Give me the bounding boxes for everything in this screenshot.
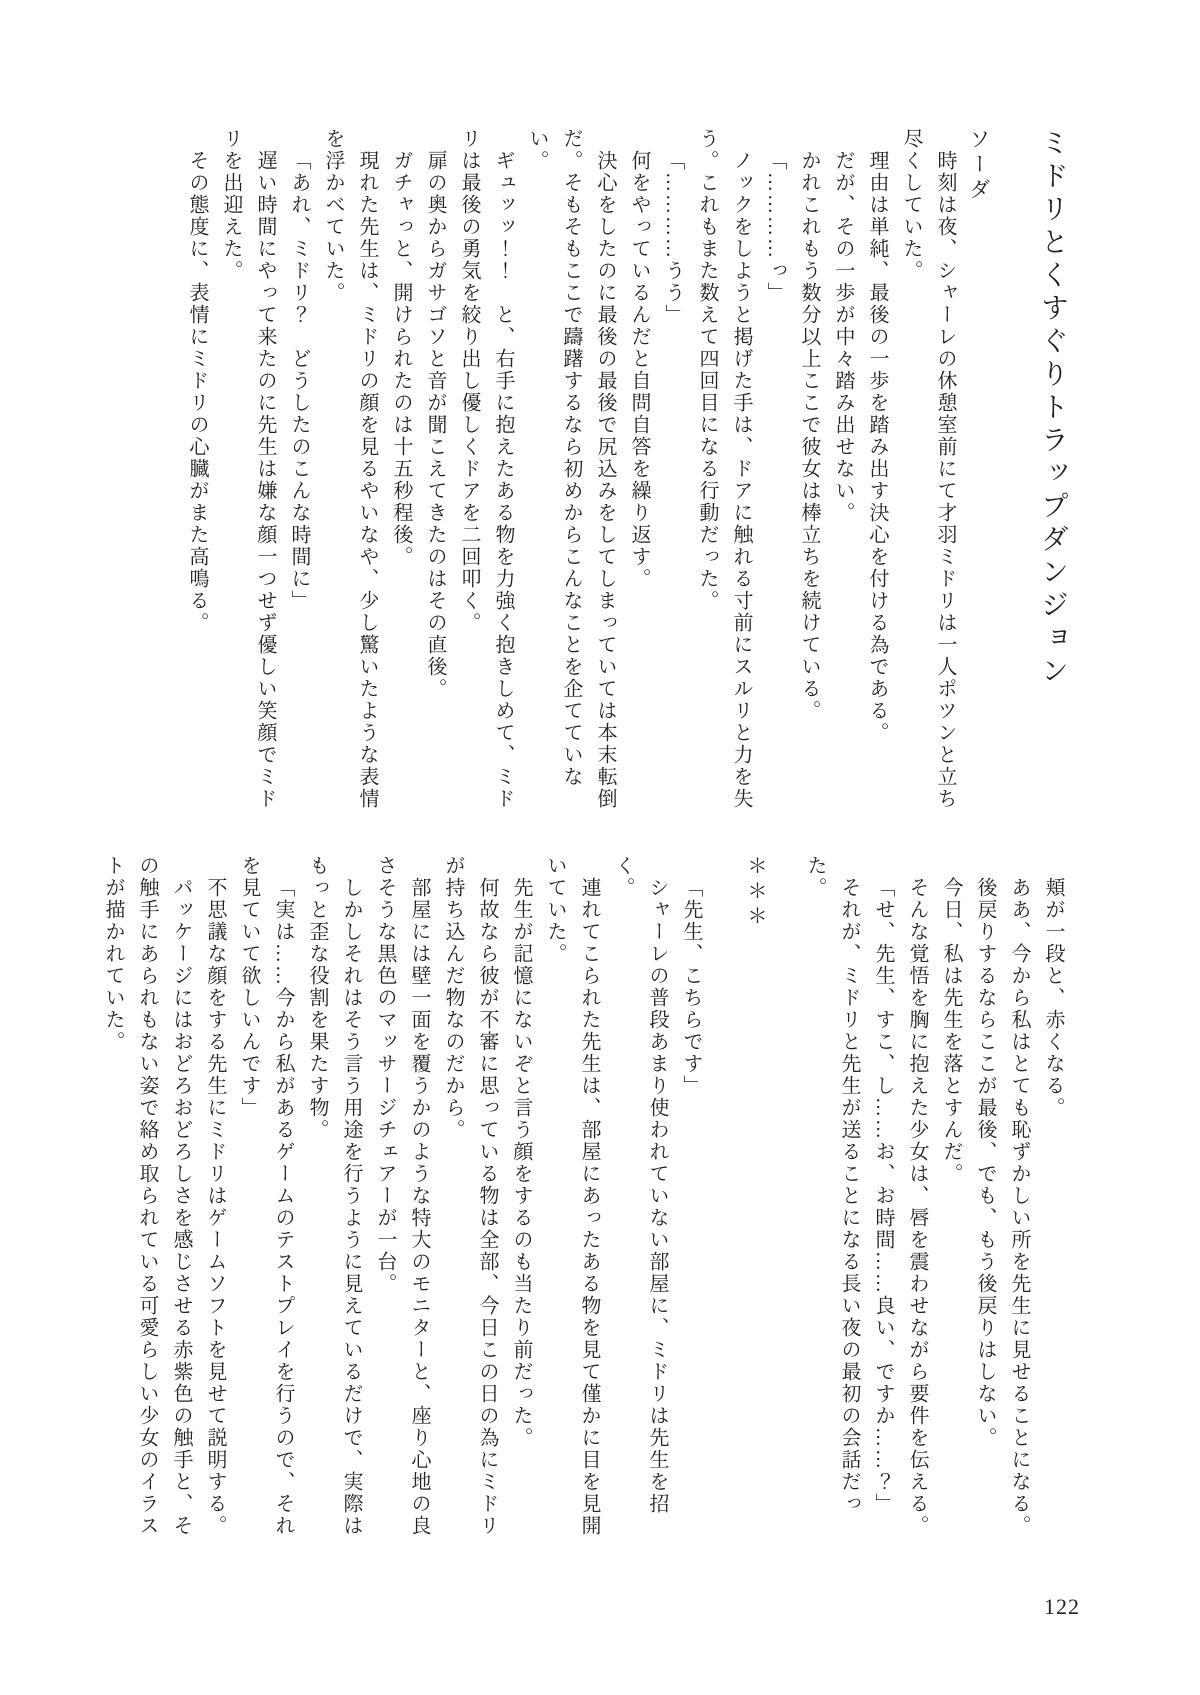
paragraph: その態度に、表情にミドリの心臓がまた高鳴る。 [186,150,208,634]
story-section-top [125,128,1070,820]
paragraph: パッケージにはおどろおどろしさを感じさせる赤紫色の触手と、その触手にあられもない姿で絡め取られている可愛らしい少女のイラストが描かれていた。 [102,855,192,1537]
paragraph: 「…………っ」 [764,150,786,304]
paragraph: ギュッッ！！ と、右手に抱えたある物を力強く抱きしめて、ミドリは最後の勇気を絞り出し優しくドアを二回叩く。 [458,128,514,810]
paragraph: 「せ、先生、すこ、し……お、お時間……良い、ですか……？」 [872,877,894,1515]
story-section-bottom [102,855,1070,1537]
section-separator: ＊＊＊ [744,855,766,930]
paragraph: 今日、私は先生を落とすんだ。 [940,877,962,1185]
paragraph: かれこれもう数分以上ここで彼女は棒立ちを続けている。 [798,150,820,722]
paragraph: 頬が一段と、赤くなる。 [1042,877,1064,1119]
story-title: ミドリとくすぐりトラップダンジョン [1037,128,1068,689]
paragraph: 決心をしたのに最後の最後で尻込みをしてしまっていては本末転倒だ。そもそもここで躊躇するなら初めからこんなことを企てていない。 [526,128,616,810]
page-number: 122 [1044,1594,1080,1619]
paragraph: ああ、今から私はとても恥ずかしい所を先生に見せることになる。 [1008,877,1030,1537]
paragraph: 不思議な顔をする先生にミドリはゲームソフトを見せて説明する。 [204,877,226,1537]
paragraph: 遅い時間にやって来たのに先生は嫌な顔一つせず優しい笑顔でミドリを出迎えた。 [220,128,276,810]
paragraph: 「…………うう」 [662,150,684,326]
paragraph: ノックをしようと掲げた手は、ドアに触れる寸前にスルリと力を失う。これもまた数えて四回目になる行動だった。 [696,128,752,810]
paragraph: ガチャっと、開けられたのは十五秒程後。 [390,150,412,568]
paragraph: 先生が記憶にないぞと言う顔をするのも当たり前だった。 [510,877,532,1449]
paragraph: 時刻は夜、シャーレの休憩室前にて才羽ミドリは一人ポツンと立ち尽くしていた。 [900,128,956,810]
paragraph: 扉の奥からガサゴソと音が聞こえてきたのはその直後。 [424,150,446,700]
paragraph: しかしそれはそう言う用途を行うように見えているだけで、実際はもっと歪な役割を果たす物。 [306,855,362,1537]
paragraph: 「先生、こちらです」 [680,877,702,1097]
paragraph: 何故なら彼が不審に思っている物は全部、今日この日の為にミドリが持ち込んだ物なのだから。 [442,855,498,1537]
story-author: ソーダ [967,128,991,203]
paragraph: 現れた先生は、ミドリの顔を見るやいなや、少し驚いたような表情を浮かべていた。 [322,128,378,810]
paragraph: 「実は……今から私があるゲームのテストプレイを行うので、それを見ていて欲しいんです」 [238,855,294,1537]
paragraph: 後戻りするならここが最後、でも、もう後戻りはしない。 [974,877,996,1449]
paragraph: 何をやっているんだと自問自答を繰り返す。 [628,150,650,590]
paragraph: 理由は単純、最後の一歩を踏み出す決心を付ける為である。 [866,150,888,744]
paragraph: 「あれ、ミドリ？ どうしたのこんな時間に」 [288,150,310,612]
paragraph: シャーレの普段あまり使われていない部屋に、ミドリは先生を招く。 [612,855,668,1515]
paragraph: だが、その一歩が中々踏み出せない。 [832,150,854,524]
paragraph: それが、ミドリと先生が送ることになる長い夜の最初の会話だった。 [804,855,860,1515]
paragraph: 連れてこられた先生は、部屋にあったある物を見て僅かに目を見開いていた。 [544,855,600,1537]
paragraph: そんな覚悟を胸に抱えた少女は、唇を震わせながら要件を伝える。 [906,877,928,1537]
paragraph: 部屋には壁一面を覆うかのような特大のモニターと、座り心地の良さそうな黒色のマッサージチェアーが一台。 [374,855,430,1537]
